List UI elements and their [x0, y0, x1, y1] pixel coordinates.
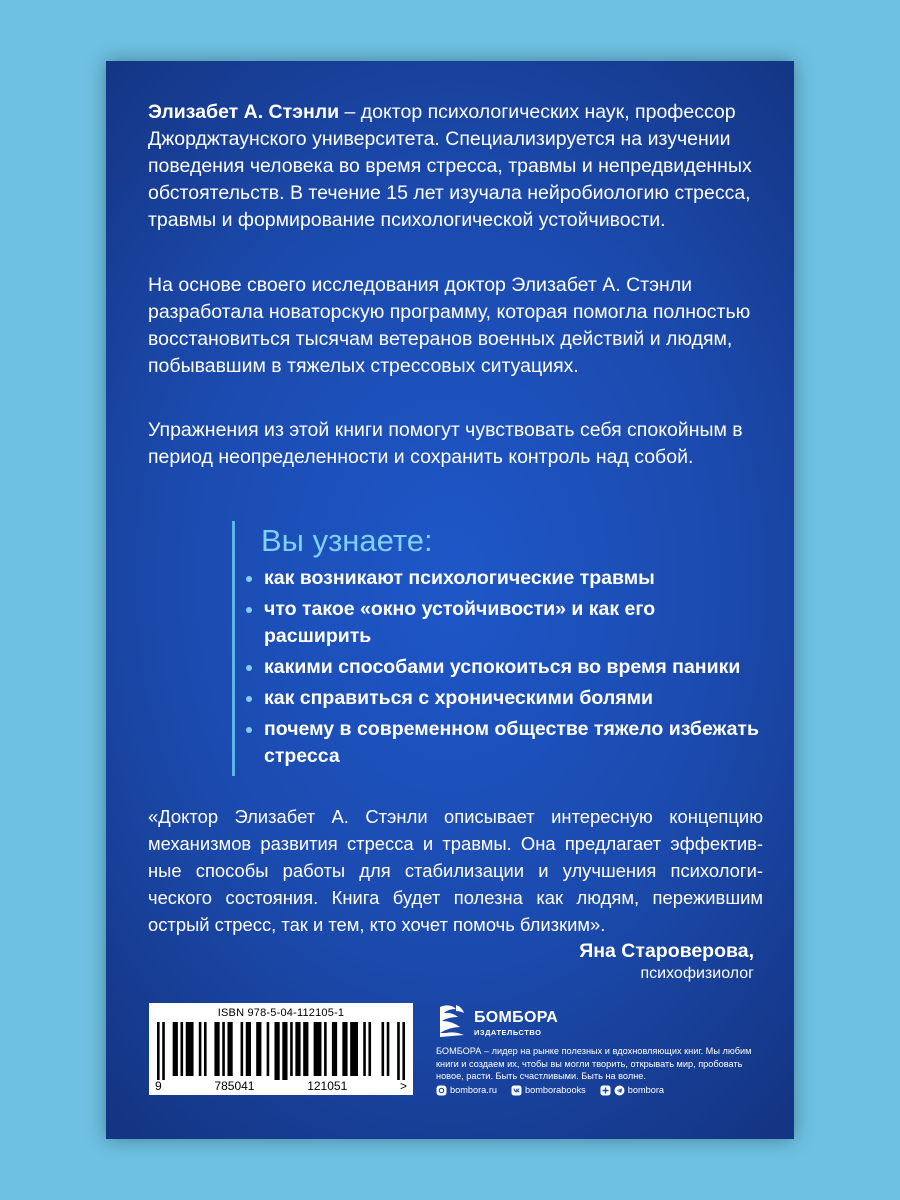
- isbn-barcode: [149, 1003, 413, 1095]
- bullet-icon: [246, 576, 252, 582]
- barcode-digit-group: >: [399, 1079, 407, 1093]
- vk-link-text: bomborabooks: [524, 1085, 586, 1095]
- learn-item: [261, 654, 761, 681]
- telegram-icon: [614, 1085, 625, 1096]
- book-back-cover: [106, 61, 794, 1139]
- exercises-description: Упражнения из этой книги помогут чувствовать себя спокойным в период неопределенности и сохранить контроль над собой.: [148, 419, 743, 468]
- barcode-digit-group: 785041: [214, 1079, 255, 1093]
- learn-item-text: как справиться с хроническими болями: [264, 687, 653, 709]
- website-link[interactable]: [436, 1085, 497, 1096]
- barcode-digit-group: 121051: [307, 1079, 348, 1093]
- learn-item-text: что такое «окно устойчивости» и как его расширить: [264, 598, 656, 647]
- publisher-links: [436, 1085, 664, 1096]
- author-name: Элизабет А. Стэнли: [148, 101, 340, 123]
- learn-list: [261, 565, 761, 774]
- quote-attribution: [579, 939, 754, 984]
- telegram-link-text: bombora: [627, 1085, 665, 1095]
- program-description: На основе своего исследования доктор Элизабет А. Стэнли разработала новаторскую программу, которая помогла полностью восстановиться тысячам ветеранов военных действий и людям, побывавшим в тяжелых стрессовых ситуациях.: [148, 274, 751, 377]
- review-quote: «Доктор Элизабет А. Стэнли описывает интересную концепцию механизмов развития стресса и травмы. Она предлагает эффектив-ные способы работы для стабилизации и улучшения психологи-ческого состояния. Книга будет полезна как людям, пережившим острый стресс, так и тем, кто хочет помочь близким».: [148, 806, 763, 935]
- telegram-link[interactable]: [600, 1085, 664, 1096]
- author-bio-text: – доктор психологических наук, профессор Джорджтаунского университета. Специализируется на изучении поведения человека во время стресса, травмы и непредвиденных обстоятельств. В течение 15 лет изучала нейробиологию стресса, травмы и формирование психологической устойчивости.: [148, 101, 752, 231]
- author-bio: [148, 99, 778, 234]
- learn-item: [261, 596, 761, 650]
- vk-icon: [511, 1085, 522, 1096]
- barcode-digits: [155, 1080, 407, 1093]
- isbn-number: ISBN 978-5-04-112105-1: [217, 1007, 345, 1019]
- accent-bar: [232, 521, 235, 776]
- vk-link[interactable]: [511, 1085, 586, 1096]
- barcode-icon: [157, 1022, 405, 1080]
- you-will-learn-section: [232, 521, 772, 776]
- publisher-name: БОМБОРА: [474, 1009, 559, 1026]
- learn-item: [261, 565, 761, 592]
- publisher-subtitle: ИЗДАТЕЛЬСТВО: [474, 1028, 542, 1037]
- bullet-icon: [246, 696, 252, 702]
- bullet-icon: [246, 607, 252, 613]
- publisher-description: БОМБОРА – лидер на рынке полезных и вдохновляющих книг. Мы любим книги и создаем их, чтобы вы могли творить, открывать мир, пробовать новое, расти. Быть счастливыми. Быть на волне.: [436, 1046, 752, 1081]
- learn-item-text: какими способами успокоиться во время паники: [264, 656, 741, 678]
- barcode-digit-group: 9: [155, 1079, 162, 1093]
- learn-item: [261, 685, 761, 712]
- quote-author: Яна Староверова,: [579, 940, 754, 962]
- instagram-icon: [436, 1085, 447, 1096]
- quote-author-role: психофизиолог: [640, 965, 754, 982]
- learn-item: [261, 716, 761, 770]
- you-will-learn-title: Вы узнаете:: [261, 523, 433, 558]
- plus-icon: [600, 1085, 611, 1096]
- bombora-logo-icon: [436, 1003, 468, 1039]
- website-link-text: bombora.ru: [450, 1085, 497, 1095]
- bullet-icon: [246, 665, 252, 671]
- learn-item-text: как возникают психологические травмы: [264, 567, 655, 589]
- learn-item-text: почему в современном обществе тяжело избежать стресса: [264, 718, 759, 767]
- bullet-icon: [246, 727, 252, 733]
